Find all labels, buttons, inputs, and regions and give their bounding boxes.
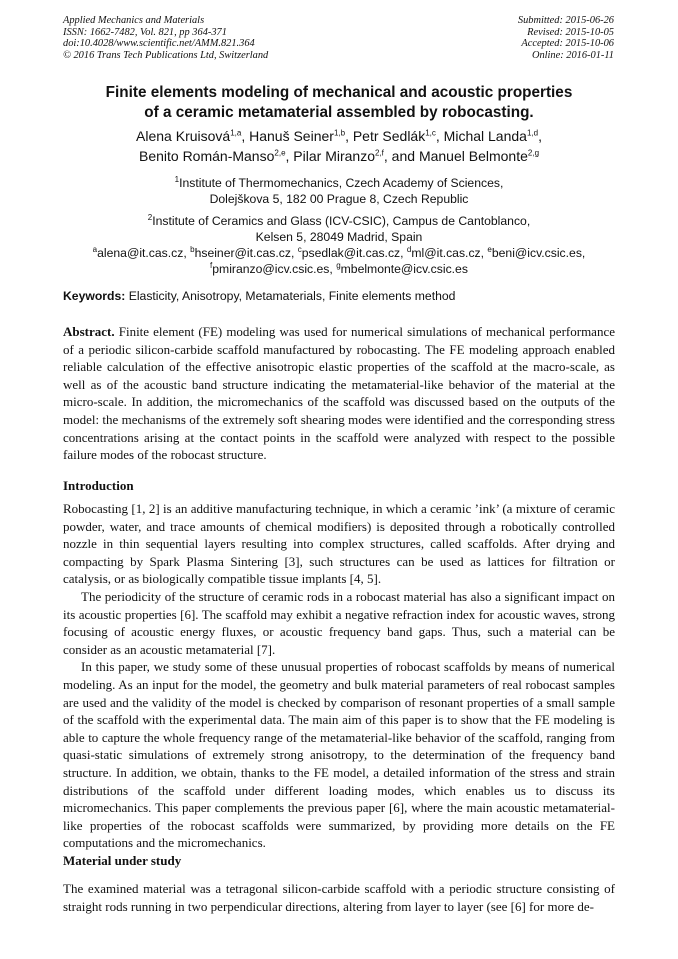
author-separator: , [435, 128, 444, 144]
title-line-2: of a ceramic metamaterial assembled by robocasting. [144, 104, 534, 121]
author-separator: , [538, 128, 542, 144]
author-separator: , [285, 148, 294, 164]
affiliation-line: Institute of Thermomechanics, Czech Academy of Sciences, [179, 176, 504, 190]
author-line-1 [40, 126, 638, 146]
copyright-line: © 2016 Trans Tech Publications Ltd, Switzerland [63, 49, 269, 61]
email-address[interactable]: pmiranzo@icv.csic.es [212, 262, 330, 276]
author-affiliation-mark: 2,f [375, 148, 384, 158]
author-affiliation-mark: 2,e [274, 148, 286, 158]
email-mark: f [210, 260, 213, 270]
online-date: Online: 2016-01-11 [531, 49, 614, 61]
affiliation-line: Kelsen 5, 28049 Madrid, Spain [255, 230, 423, 244]
author-name: Michal Landa [443, 128, 527, 144]
publication-dates [518, 15, 614, 61]
author-affiliation-mark: 1,c [425, 128, 436, 138]
author-name: Benito Román-Manso [138, 148, 275, 164]
keywords-label: Keywords: [63, 289, 126, 303]
author-name: Hanuš Seiner [249, 128, 334, 144]
author-list [40, 126, 638, 166]
abstract-label: Abstract. [63, 324, 115, 339]
paragraph: The periodicity of the structure of ceramic rods in a robocast material has also a significant impact on its acoustic properties [6]. The scaffold may exhibit a negative refraction index for acoustic waves, strong focusing of acoustic energy fluxes, or acoustic frequency band gaps. Thus, such a material can be consider as an acoustic metamaterial [7]. [63, 588, 615, 657]
abstract [63, 323, 615, 464]
accepted-date: Accepted: 2015-10-06 [521, 38, 614, 50]
affiliation-1 [40, 175, 638, 207]
author-name: Pilar Miranzo [293, 148, 375, 164]
author-affiliation-mark: 1,b [333, 128, 346, 138]
paper-title [40, 83, 638, 123]
affiliation-mark: 2 [147, 212, 153, 222]
keywords-text: Elasticity, Anisotropy, Metamaterials, Finite elements method [125, 289, 456, 303]
title-line-1: Finite elements modeling of mechanical and acoustic properties [105, 84, 573, 101]
revised-date: Revised: 2015-10-05 [527, 26, 614, 38]
introduction-body [63, 500, 615, 852]
section-heading-introduction: Introduction [63, 478, 134, 493]
author-affiliation-mark: 1,d [526, 128, 539, 138]
email-address[interactable]: hseiner@it.cas.cz [194, 246, 291, 260]
submitted-date: Submitted: 2015-06-26 [517, 15, 614, 26]
email-mark: b [190, 244, 195, 254]
material-body [63, 880, 615, 915]
paragraph: Robocasting [1, 2] is an additive manufacturing technique, in which a ceramic ’ink’ (a mixture of ceramic powder, water, and trace amounts of chemical modifiers) is deposited through a robotically controlled nozzle in thin sequential layers resulting into complex structures, called scaffolds. After drying and compacting by Spark Plasma Sintering [3], such structures can be used as lattices for filtration or catalysis, or as biologically compatible tissue implants [4, 5]. [63, 501, 615, 587]
abstract-text: Finite element (FE) modeling was used for numerical simulations of mechanical performance of a periodic silicon-carbide scaffold manufactured by robocasting. The FE modeling approach enabled reliable calculation of the effective anisotropic elastic properties of the scaffold at the macro-scale, as well as of the acoustic band structure indicating the metamaterial-like behavior of the material at the micro-scale. In addition, the micromechanics of the scaffold was discussed based on the outputs of the model: the mechanisms of the extremely soft shearing modes were identified and the corresponding stress concentrations arising at the contact points in the scaffold were analyzed with respect to the possible failure modes of the robocast structure. [63, 324, 615, 463]
affiliation-line: Dolejškova 5, 182 00 Prague 8, Czech Republic [209, 192, 469, 206]
email-mark: e [487, 244, 492, 254]
issn-line: ISSN: 1662-7482, Vol. 821, pp 364-371 [63, 26, 227, 38]
author-line-2 [40, 146, 638, 166]
affiliation-2 [40, 213, 638, 245]
author-name: Alena Kruisová [136, 128, 231, 144]
email-address[interactable]: beni@icv.csic.es [491, 246, 582, 260]
author-affiliation-mark: 2,g [527, 148, 540, 158]
author-name: Petr Sedlák [352, 128, 426, 144]
email-address[interactable]: ml@it.cas.cz [411, 246, 481, 260]
email-mark: g [336, 260, 341, 270]
author-affiliation-mark: 1,a [230, 128, 242, 138]
affiliation-mark: 1 [174, 174, 180, 184]
paragraph: The examined material was a tetragonal silicon-carbide scaffold with a periodic structure consisting of straight rods running in two perpendicular directions, altering from layer to layer (see [6] for more de- [63, 881, 615, 914]
publication-info [63, 15, 268, 61]
author-name: Manuel Belmonte [418, 148, 528, 164]
author-separator: , and [383, 148, 419, 164]
author-separator: , [345, 128, 353, 144]
email-list: $^a$alena@it.cas.cz, $^b$hseiner@it.cas.cz, $^c$psedlak@it.cas.cz, $^d$ml@it.cas.cz, $^e$beni@icv.csic.es, $^f$pmiranzo@icv.csic.es, $^g$mbelmonte@icv.csic.es [92, 244, 586, 276]
journal-name: Applied Mechanics and Materials [63, 15, 205, 26]
section-heading-material: Material under study [63, 853, 182, 868]
paragraph: In this paper, we study some of these unusual properties of robocast scaffolds by means of numerical modeling. As an input for the model, the geometry and bulk material parameters of real robocast samples are used and the validity of the model is checked by comparison of resonant properties of a small sample of the scaffold with the experimental data. The main aim of this paper is to show that the FE modeling is able to capture the whole frequency range of the metamaterial-like behavior of the scaffold, ranging from quasi-static simulations of extremely strong anisotropy, to the determination of the frequency band structure. In addition, we obtain, thanks to the FE model, a detailed information of the stress and strain distributions of the scaffold under different loading modes, which enables us to discuss its micromechanics. This paper complements the previous paper [6], where the main acoustic metamaterial-like properties of the robocast scaffolds were summarized, by providing more details on the FE computations and the micromechanics. [63, 659, 615, 851]
email-address[interactable]: alena@it.cas.cz [97, 246, 184, 260]
affiliation-line: Institute of Ceramics and Glass (ICV-CSIC), Campus de Cantoblanco, [152, 214, 531, 228]
email-mark: d [406, 244, 412, 254]
email-address[interactable]: psedlak@it.cas.cz [301, 246, 401, 260]
email-address[interactable]: mbelmonte@icv.csic.es [340, 262, 468, 276]
author-separator: , [241, 128, 250, 144]
doi-line: doi:10.4028/www.scientific.net/AMM.821.364 [63, 38, 255, 50]
email-mark: c [297, 244, 302, 254]
email-mark: a [92, 244, 98, 254]
keywords [63, 289, 615, 304]
